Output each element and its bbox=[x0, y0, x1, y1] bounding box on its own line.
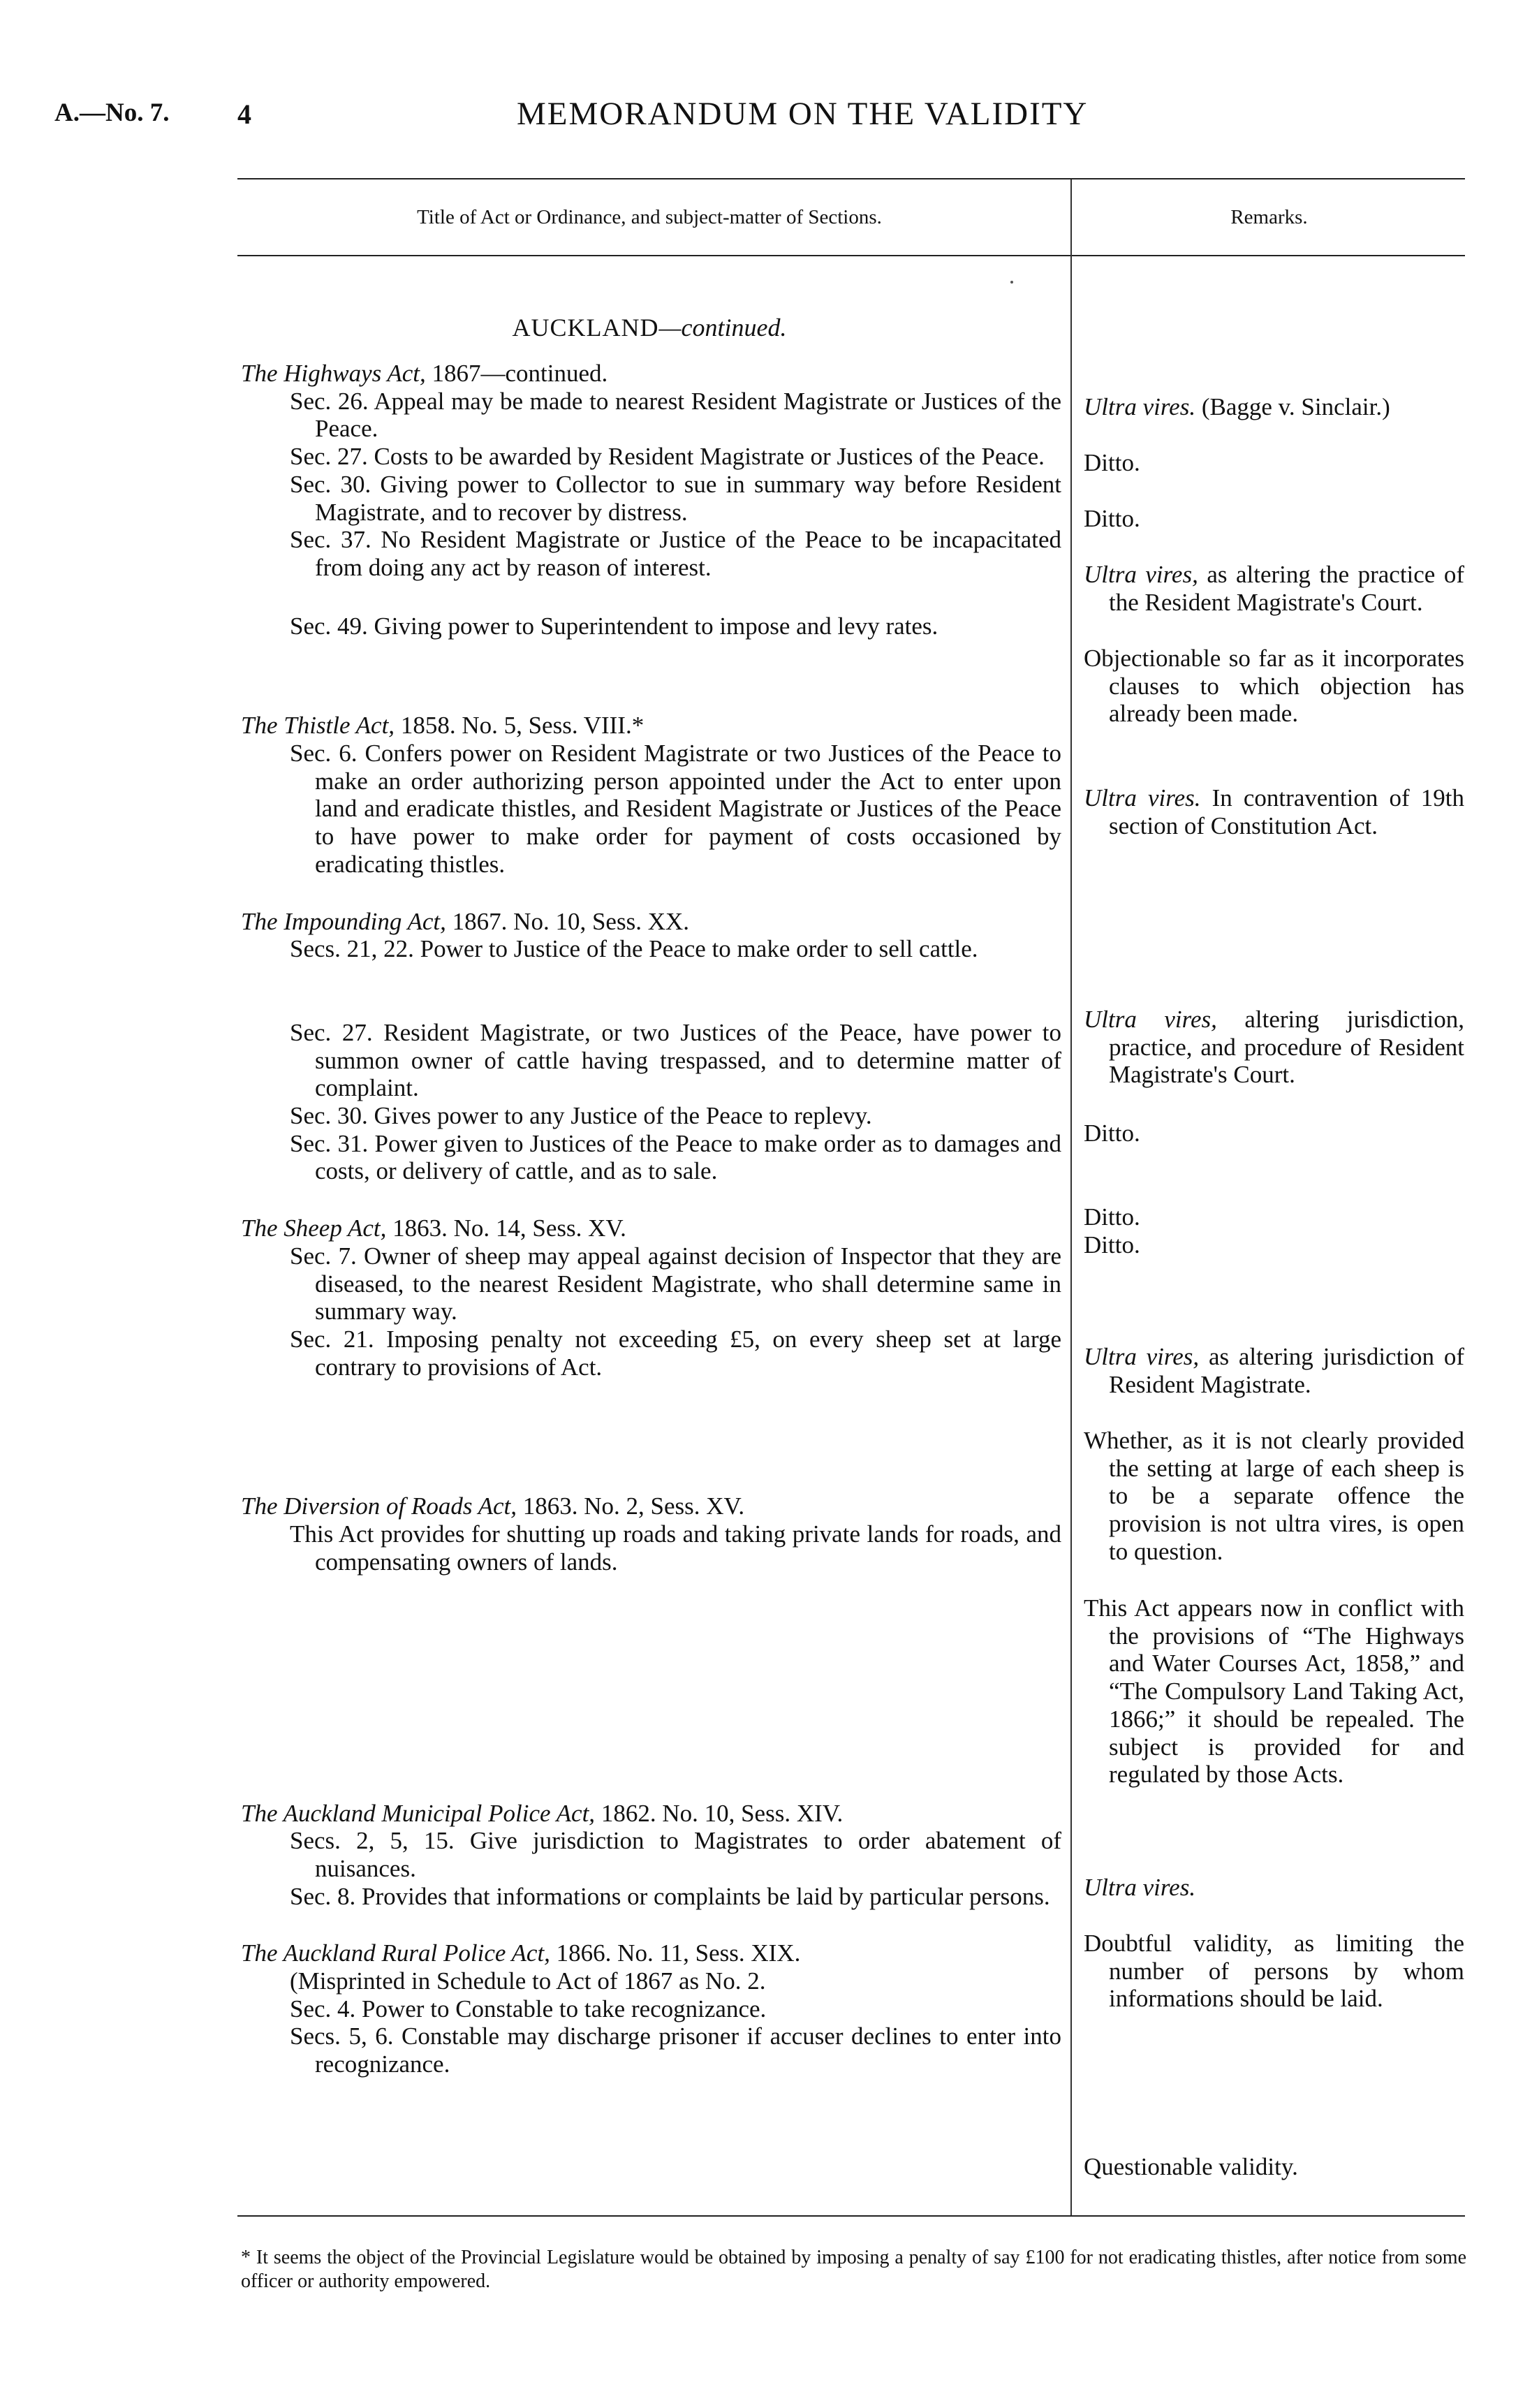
act-title-italic: The Thistle Act, bbox=[241, 712, 395, 740]
remark-italic: Ultra vires. bbox=[1084, 393, 1196, 420]
table-top-rule bbox=[237, 178, 1465, 179]
act-title bbox=[241, 1939, 1061, 1967]
section-text: Sec. 26. Appeal may be made to nearest Resident Magistrate or Justices of the Peace. bbox=[290, 387, 1061, 443]
section-text: Sec. 4. Power to Constable to take recognizance. bbox=[290, 1995, 767, 2022]
section-text: Sec. 30. Gives power to any Justice of the Peace to replevy. bbox=[290, 1102, 872, 1130]
section-item bbox=[290, 471, 1061, 526]
act-title-italic: The Impounding Act, bbox=[241, 907, 446, 935]
remark-text: Ditto. bbox=[1084, 1231, 1140, 1258]
section-item bbox=[290, 1995, 1061, 2023]
act-title-rest: 1867—continued. bbox=[425, 360, 608, 387]
footnote: * It seems the object of the Provincial Legislature would be obtained by imposing a penalty of say £100 for not eradicating thistles, after notice from some officer or authority empowered. bbox=[241, 2247, 1466, 2292]
act-title-italic: The Auckland Rural Police Act, bbox=[241, 1939, 550, 1967]
table-header-rule bbox=[237, 255, 1465, 256]
section-item bbox=[290, 388, 1061, 443]
region-name: AUCKLAND bbox=[512, 314, 659, 342]
remark-text: This Act appears now in conflict with the provisions of “The Highways and Water Courses Act, 1858,” and “The Compulsory Land Taking Act, 1866;” it should be repealed. The subject is provided for and regulated by those Acts. bbox=[1084, 1594, 1464, 1789]
column-header-title: Title of Act or Ordinance, and subject-matter of Sections. bbox=[417, 206, 882, 228]
section-text: Sec. 31. Power given to Justices of the Peace to make order as to damages and costs, or delivery of cattle, and as to sale. bbox=[290, 1129, 1061, 1185]
remark-item bbox=[1084, 784, 1464, 839]
remark-italic: Ultra vires, bbox=[1084, 1006, 1217, 1033]
section-item bbox=[290, 443, 1061, 471]
section-text: Sec. 27. Resident Magistrate, or two Justices of the Peace, have power to summon owner of cattle having trespassed, and to determine matter of complaint. bbox=[290, 1018, 1061, 1102]
act-title bbox=[241, 1800, 1061, 1828]
section-item bbox=[290, 1520, 1061, 1576]
remark-item bbox=[1084, 505, 1464, 533]
section-item bbox=[290, 1326, 1061, 1381]
remark-text: Ditto. bbox=[1084, 449, 1140, 476]
section-text: Sec. 49. Giving power to Superintendent to impose and levy rates. bbox=[290, 612, 938, 640]
section-text: Sec. 7. Owner of sheep may appeal against decision of Inspector that they are diseased, to the nearest Resident Magistrate, who shall determine same in summary way. bbox=[290, 1242, 1061, 1326]
remark-item bbox=[1084, 1343, 1464, 1398]
act-title-rest: 1866. No. 11, Sess. XIX. bbox=[550, 1939, 801, 1967]
act-title bbox=[241, 908, 1061, 936]
speck bbox=[1010, 281, 1013, 284]
remark-italic: Ultra vires, bbox=[1084, 1343, 1200, 1370]
section-text: Sec. 30. Giving power to Collector to sue in summary way before Resident Magistrate, and to recover by distress. bbox=[290, 470, 1061, 526]
section-item bbox=[290, 1019, 1061, 1102]
remark-item bbox=[1084, 2153, 1464, 2181]
region-continued: —continued. bbox=[658, 314, 787, 342]
remark-item bbox=[1084, 1006, 1464, 1089]
remark-item bbox=[1084, 449, 1464, 477]
act-entry-thistle bbox=[241, 712, 1061, 878]
act-entry-impounding bbox=[241, 908, 1061, 1186]
table-bottom-rule bbox=[237, 2215, 1465, 2217]
remark-item bbox=[1084, 1203, 1464, 1231]
remark-text: Whether, as it is not clearly provided the setting at large of each sheep is to be a separate offence the provision is not ultra vires, is open to question. bbox=[1084, 1427, 1464, 1565]
section-item bbox=[290, 612, 1061, 640]
section-item bbox=[290, 526, 1061, 581]
section-item bbox=[290, 1130, 1061, 1185]
act-entry-rural-police bbox=[241, 1939, 1061, 2078]
remark-text: (Bagge v. Sinclair.) bbox=[1195, 393, 1390, 420]
section-text: Secs. 21, 22. Power to Justice of the Peace to make order to sell cattle. bbox=[290, 935, 978, 963]
act-title-rest: 1867. No. 10, Sess. XX. bbox=[446, 907, 689, 935]
section-item bbox=[290, 1827, 1061, 1882]
act-entry-diversion-of-roads bbox=[241, 1492, 1061, 1576]
section-text: Sec. 21. Imposing penalty not exceeding £5, on every sheep set at large contrary to provisions of Act. bbox=[290, 1325, 1061, 1381]
section-text: Sec. 37. No Resident Magistrate or Justice of the Peace to be incapacitated from doing any act by reason of interest. bbox=[290, 526, 1061, 581]
act-title bbox=[241, 1492, 1061, 1520]
remark-text: In contravention of 19th section of Constitution Act. bbox=[1109, 784, 1464, 839]
act-title-italic: The Auckland Municipal Police Act, bbox=[241, 1799, 596, 1827]
remark-item bbox=[1084, 1930, 1464, 2013]
act-entry-highways bbox=[241, 360, 1061, 640]
section-text: This Act provides for shutting up roads and taking private lands for roads, and compensating owners of lands. bbox=[290, 1520, 1061, 1576]
remark-text: altering jurisdiction, practice, and procedure of Resident Magistrate's Court. bbox=[1109, 1006, 1464, 1089]
remark-item bbox=[1084, 645, 1464, 728]
remark-italic: Ultra vires. bbox=[1084, 784, 1201, 812]
act-title-italic: The Diversion of Roads Act, bbox=[241, 1492, 517, 1520]
section-item bbox=[290, 740, 1061, 879]
act-title bbox=[241, 712, 1061, 740]
section-text: Sec. 6. Confers power on Resident Magistrate or two Justices of the Peace to make an order authorizing person appointed under the Act to enter upon land and eradicate thistles, and Resident Magistrate or Justices of the Peace to have power to make order for payment of costs occasioned by eradicating thistles. bbox=[290, 740, 1061, 878]
section-text: Sec. 27. Costs to be awarded by Resident Magistrate or Justices of the Peace. bbox=[290, 443, 1045, 471]
page-title: MEMORANDUM ON THE VALIDITY bbox=[517, 96, 1089, 132]
column-header-remarks: Remarks. bbox=[1230, 206, 1308, 228]
region-heading bbox=[237, 313, 1061, 342]
act-title-rest: 1858. No. 5, Sess. VIII.* bbox=[395, 712, 645, 740]
section-item bbox=[290, 935, 1061, 963]
section-item bbox=[290, 1102, 1061, 1130]
section-item bbox=[290, 1242, 1061, 1326]
remark-text: Ditto. bbox=[1084, 505, 1140, 532]
section-text: Secs. 2, 5, 15. Give jurisdiction to Magistrates to order abatement of nuisances. bbox=[290, 1827, 1061, 1882]
section-item bbox=[290, 2022, 1061, 2078]
section-item bbox=[290, 1883, 1061, 1911]
remark-item bbox=[1084, 393, 1464, 421]
remark-text: Questionable validity. bbox=[1084, 2153, 1298, 2180]
remark-text: as altering the practice of the Resident Magistrate's Court. bbox=[1109, 561, 1464, 616]
act-title-rest: 1863. No. 14, Sess. XV. bbox=[386, 1214, 626, 1242]
page-number: 4 bbox=[237, 98, 251, 130]
remark-italic: Ultra vires, bbox=[1084, 561, 1198, 588]
remark-item bbox=[1084, 1594, 1464, 1789]
act-entry-sheep bbox=[241, 1214, 1061, 1381]
act-title bbox=[241, 360, 1061, 388]
remark-text: as altering jurisdiction of Resident Magistrate. bbox=[1109, 1343, 1464, 1398]
remark-item bbox=[1084, 561, 1464, 616]
document-reference: A.—No. 7. bbox=[54, 98, 170, 127]
remark-text: Ditto. bbox=[1084, 1119, 1140, 1147]
remark-item bbox=[1084, 1231, 1464, 1259]
section-text: Secs. 5, 6. Constable may discharge prisoner if accuser declines to enter into recognizance. bbox=[290, 2022, 1061, 2078]
remark-item bbox=[1084, 1427, 1464, 1566]
act-title-italic: The Sheep Act, bbox=[241, 1214, 387, 1242]
act-entry-municipal-police bbox=[241, 1800, 1061, 1911]
column-divider bbox=[1070, 179, 1072, 2215]
act-title-rest: 1863. No. 2, Sess. XV. bbox=[517, 1492, 745, 1520]
act-title-italic: The Highways Act, bbox=[241, 360, 426, 387]
section-text: Sec. 8. Provides that informations or complaints be laid by particular persons. bbox=[290, 1882, 1050, 1910]
remark-text: Doubtful validity, as limiting the number of persons by whom informations should be laid. bbox=[1084, 1930, 1464, 2013]
remark-item bbox=[1084, 1874, 1464, 1902]
remark-text: Ditto. bbox=[1084, 1203, 1140, 1231]
act-title bbox=[241, 1214, 1061, 1242]
section-item bbox=[290, 1967, 1061, 1995]
remark-text: Objectionable so far as it incorporates clauses to which objection has already been made. bbox=[1084, 645, 1464, 728]
acts-column bbox=[241, 360, 1061, 2078]
remark-item bbox=[1084, 1119, 1464, 1147]
section-text: (Misprinted in Schedule to Act of 1867 as No. 2. bbox=[290, 1967, 766, 1995]
remark-italic: Ultra vires. bbox=[1084, 1874, 1196, 1901]
act-title-rest: 1862. No. 10, Sess. XIV. bbox=[595, 1799, 844, 1827]
